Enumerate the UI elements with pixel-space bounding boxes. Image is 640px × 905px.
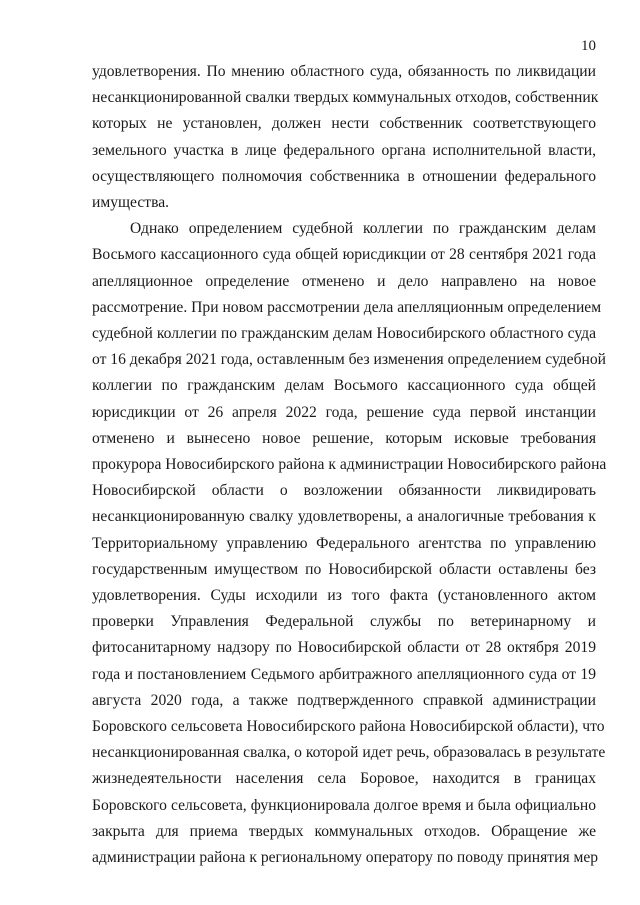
text-line: несанкционированной свалки твердых коммунальных отходов, собственник <box>92 89 599 106</box>
text-line: удовлетворения. По мнению областного суда, обязанность по ликвидации <box>92 63 596 80</box>
text-line: государственным имуществом по Новосибирской области оставлены без <box>92 561 596 578</box>
text-line: проверки Управления Федеральной службы по ветеринарному и <box>92 613 596 630</box>
text-line: судебной коллегии по гражданским делам Новосибирского областного суда <box>92 325 596 342</box>
text-line: Восьмого кассационного суда общей юрисдикции от 28 сентября 2021 года <box>92 246 596 263</box>
text-line: прокурора Новосибирского района к администрации Новосибирского района <box>92 456 607 473</box>
text-line: от 16 декабря 2021 года, оставленным без изменения определением судебной <box>92 351 607 368</box>
text-line: земельного участка в лице федерального органа исполнительной власти, <box>92 142 596 159</box>
text-line: Боровского сельсовета, функционировала долгое время и была официально <box>92 797 596 814</box>
text-line: апелляционное определение отменено и дело направлено на новое <box>92 273 596 290</box>
text-line: несанкционированная свалка, о которой идет речь, образовалась в результате <box>92 744 606 761</box>
text-line: администрации района к региональному оператору по поводу принятия мер <box>92 849 599 866</box>
text-line: отменено и вынесено новое решение, которым исковые требования <box>92 430 596 447</box>
text-line: несанкционированную свалку удовлетворены, а аналогичные требования к <box>92 508 596 525</box>
text-line: рассмотрение. При новом рассмотрении дела апелляционным определением <box>92 299 602 316</box>
text-line: Территориальному управлению Федерального агентства по управлению <box>92 535 596 552</box>
page-number: 10 <box>581 38 596 54</box>
text-line: Новосибирской области о возложении обязанности ликвидировать <box>92 482 596 499</box>
text-line: коллегии по гражданским делам Восьмого кассационного суда общей <box>92 377 596 394</box>
text-line: юрисдикции от 26 апреля 2022 года, решение суда первой инстанции <box>92 404 596 421</box>
text-line: Боровского сельсовета Новосибирского района Новосибирской области), что <box>92 718 605 735</box>
text-line: фитосанитарному надзору по Новосибирской области от 28 октября 2019 <box>92 639 596 656</box>
text-line: осуществляющего полномочия собственника в отношении федерального <box>92 168 596 185</box>
text-line: жизнедеятельности населения села Боровое, находится в границах <box>92 770 596 787</box>
text-line: года и постановлением Седьмого арбитражного апелляционного суда от 19 <box>92 666 596 683</box>
text-line: которых не установлен, должен нести собственник соответствующего <box>92 115 596 132</box>
paragraph-end-line: имущества. <box>92 194 170 211</box>
text-line: закрыта для приема твердых коммунальных отходов. Обращение же <box>92 823 596 840</box>
text-line: удовлетворения. Суды исходили из того факта (установленного актом <box>92 587 596 604</box>
text-line: августа 2020 года, а также подтвержденного справкой администрации <box>92 692 596 709</box>
paragraph-first-line: Однако определением судебной коллегии по гражданским делам <box>130 220 596 237</box>
